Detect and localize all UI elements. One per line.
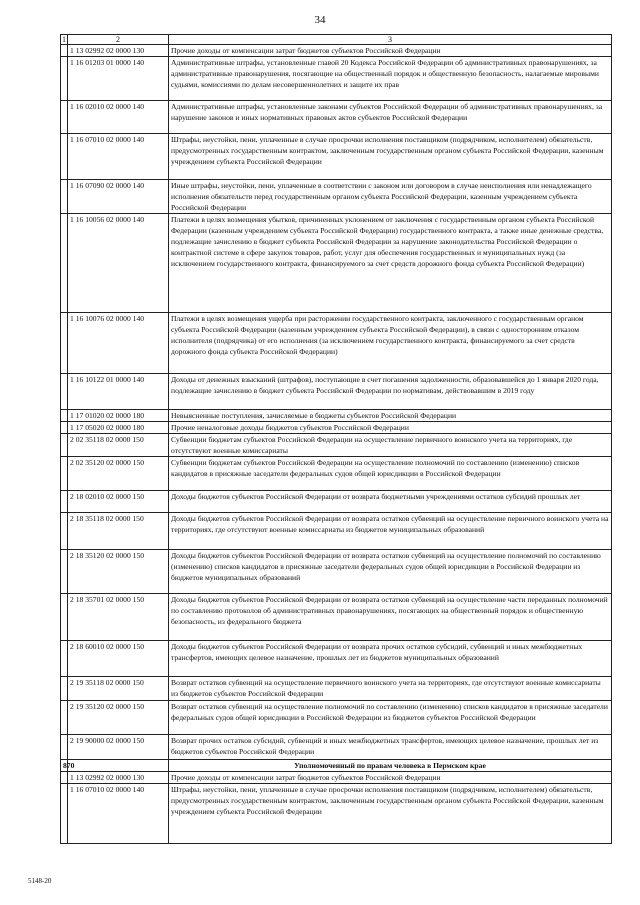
table-row (61, 641, 612, 677)
section-number (61, 491, 68, 513)
section-number (61, 57, 68, 101)
classification-code: 1 16 07090 02 0000 140 (68, 180, 169, 214)
classification-code: 2 18 35701 02 0000 150 (68, 594, 169, 641)
description: Доходы бюджетов субъектов Российской Федерации от возврата бюджетными учреждениями остатков субсидий прошлых лет (169, 491, 612, 513)
table-row (61, 313, 612, 374)
budget-codes-table (60, 34, 612, 844)
classification-code: 1 16 07010 02 0000 140 (68, 134, 169, 180)
section-number (61, 513, 68, 550)
table-row (61, 180, 612, 214)
description: Доходы бюджетов субъектов Российской Федерации от возврата остатков субвенций на осуществление части переданных полномочий по составлению протоколов об административных правонарушениях, посягающих на общественный порядок и общественную безопасность, из федерального бюджета (169, 594, 612, 641)
section-number (61, 101, 68, 134)
description: Доходы бюджетов субъектов Российской Федерации от возврата остатков субвенций на осуществление полномочий по составлению (изменению) списков кандидатов в присяжные заседатели федеральных судов общей юрисдикции в Российской Федерации из бюджетов муниципальных образований (169, 550, 612, 594)
classification-code: 2 19 35120 02 0000 150 (68, 701, 169, 735)
description: Доходы бюджетов субъектов Российской Федерации от возврата остатков субвенций на осуществление первичного воинского учета на территориях, где отсутствуют военные комиссариаты из бюджетов муниципальных образований (169, 513, 612, 550)
description: Административные штрафы, установленные законами субъектов Российской Федерации об административных правонарушениях, за нарушение законов и иных нормативных правовых актов субъектов Российской Федерации (169, 101, 612, 134)
section-number (61, 677, 68, 701)
description: Уполномоченный по правам человека в Пермском крае (169, 760, 612, 772)
table-row (61, 214, 612, 313)
classification-code: 2 18 02010 02 0000 150 (68, 491, 169, 513)
table-row (61, 410, 612, 422)
header-col-2: 2 (68, 35, 169, 45)
description: Субвенции бюджетам субъектов Российской Федерации на осуществление полномочий по составлению (изменению) списков кандидатов в присяжные заседатели федеральных судов общей юрисдикции в Российской Федерации (169, 457, 612, 491)
header-col-3: 3 (169, 35, 612, 45)
section-number (61, 313, 68, 374)
section-number (61, 701, 68, 735)
description: Доходы бюджетов субъектов Российской Федерации от возврата прочих остатков субсидий, субвенций и иных межбюджетных трансфертов, имеющих целевое назначение, прошлых лет из бюджетов муниципальных образований (169, 641, 612, 677)
classification-code: 1 16 10056 02 0000 140 (68, 214, 169, 313)
group-header-row (61, 760, 612, 772)
section-number (61, 214, 68, 313)
classification-code: 2 19 35118 02 0000 150 (68, 677, 169, 701)
section-number (61, 422, 68, 434)
classification-code: 1 17 01020 02 0000 180 (68, 410, 169, 422)
table-row (61, 772, 612, 784)
section-number (61, 550, 68, 594)
classification-code: 1 16 02010 02 0000 140 (68, 101, 169, 134)
table-row (61, 701, 612, 735)
description: Прочие неналоговые доходы бюджетов субъектов Российской Федерации (169, 422, 612, 434)
section-number (61, 180, 68, 214)
classification-code: 1 16 10122 01 0000 140 (68, 374, 169, 410)
description: Доходы от денежных взысканий (штрафов), поступающие в счет погашения задолженности, образовавшейся до 1 января 2020 года, подлежащие зачислению в бюджет субъекта Российской Федерации по нормативам, действовавшим в 2019 году (169, 374, 612, 410)
description: Возврат прочих остатков субсидий, субвенций и иных межбюджетных трансфертов, имеющих целевое назначение, прошлых лет из бюджетов субъектов Российской Федерации (169, 735, 612, 760)
description: Прочие доходы от компенсации затрат бюджетов субъектов Российской Федерации (169, 772, 612, 784)
table-row (61, 550, 612, 594)
classification-code: 2 02 35118 02 0000 150 (68, 434, 169, 457)
table-row (61, 134, 612, 180)
section-number (61, 772, 68, 784)
section-number (61, 784, 68, 844)
classification-code: 2 18 35118 02 0000 150 (68, 513, 169, 550)
classification-code (68, 760, 169, 772)
document-code: 5148-20 (28, 877, 52, 885)
table-row (61, 374, 612, 410)
section-number (61, 374, 68, 410)
section-number (61, 457, 68, 491)
description: Невыясненные поступления, зачисляемые в бюджеты субъектов Российской Федерации (169, 410, 612, 422)
section-number (61, 45, 68, 57)
classification-code: 2 19 90000 02 0000 150 (68, 735, 169, 760)
description: Штрафы, неустойки, пени, уплаченные в случае просрочки исполнения поставщиком (подрядчиком, исполнителем) обязательств, предусмотренных государственным контрактом, заключенным государственным органом субъекта Российской Федерации, казенным учреждением субъекта Российской Федерации (169, 784, 612, 844)
classification-code: 1 13 02992 02 0000 130 (68, 772, 169, 784)
table-row (61, 45, 612, 57)
table-row (61, 594, 612, 641)
description: Возврат остатков субвенций на осуществление первичного воинского учета на территориях, где отсутствуют военные комиссариаты из бюджетов субъектов Российской Федерации (169, 677, 612, 701)
description: Платежи в целях возмещения убытков, причиненных уклонением от заключения с государственным органом субъекта Российской Федерации (казенным учреждением субъекта Российской Федерации) государственного контракта, а также иные денежные средства, подлежащие зачислению в бюджет субъекта Российской Федерации за нарушение законодательства Российской Федерации о контрактной системе в сфере закупок товаров, работ, услуг для обеспечения государственных и муниципальных нужд (за исключением государственного контракта, финансируемого за счет средств дорожного фонда субъекта Российской Федерации) (169, 214, 612, 313)
table-row (61, 677, 612, 701)
description: Возврат остатков субвенций на осуществление полномочий по составлению (изменению) списков кандидатов в присяжные заседатели федеральных судов общей юрисдикции в Российской Федерации из бюджетов субъектов Российской Федерации (169, 701, 612, 735)
table-header-row (61, 35, 612, 45)
classification-code: 1 16 10076 02 0000 140 (68, 313, 169, 374)
classification-code: 2 18 60010 02 0000 150 (68, 641, 169, 677)
description: Административные штрафы, установленные главой 20 Кодекса Российской Федерации об административных правонарушениях, за административные правонарушения, посягающие на общественный порядок и общественную безопасность, налагаемые мировыми судьями, комиссиями по делам несовершеннолетних и защите их прав (169, 57, 612, 101)
table-row (61, 513, 612, 550)
description: Прочие доходы от компенсации затрат бюджетов субъектов Российской Федерации (169, 45, 612, 57)
description: Штрафы, неустойки, пени, уплаченные в случае просрочки исполнения поставщиком (подрядчиком, исполнителем) обязательств, предусмотренных государственным контрактом, заключенным государственным органом субъекта Российской Федерации, казенным учреждением субъекта Российской Федерации (169, 134, 612, 180)
header-col-1: 1 (62, 35, 66, 44)
classification-code: 1 13 02992 02 0000 130 (68, 45, 169, 57)
section-number: 870 (61, 760, 68, 772)
table-row (61, 491, 612, 513)
section-number (61, 434, 68, 457)
section-number (61, 410, 68, 422)
description: Субвенции бюджетам субъектов Российской Федерации на осуществление первичного воинского учета на территориях, где отсутствуют военные комиссариаты (169, 434, 612, 457)
table-row (61, 735, 612, 760)
description: Иные штрафы, неустойки, пени, уплаченные в соответствии с законом или договором в случае неисполнения или ненадлежащего исполнения обязательств перед государственным органом субъекта Российской Федерации, казенным учреждением субъекта Российской Федерации (169, 180, 612, 214)
table-row (61, 434, 612, 457)
table-row (61, 457, 612, 491)
classification-code: 1 17 05020 02 0000 180 (68, 422, 169, 434)
classification-code: 2 02 35120 02 0000 150 (68, 457, 169, 491)
table-row (61, 101, 612, 134)
section-number (61, 735, 68, 760)
section-number (61, 594, 68, 641)
table-row (61, 784, 612, 844)
classification-code: 2 18 35120 02 0000 150 (68, 550, 169, 594)
classification-code: 1 16 07010 02 0000 140 (68, 784, 169, 844)
page-number: 34 (314, 14, 326, 26)
table-row (61, 422, 612, 434)
description: Платежи в целях возмещения ущерба при расторжении государственного контракта, заключенного с государственным органом субъекта Российской Федерации (казенным учреждением субъекта Российской Федерации), в связи с односторонним отказом исполнителя (подрядчика) от его исполнения (за исключением государственного контракта, финансируемого за счет средств дорожного фонда субъекта Российской Федерации) (169, 313, 612, 374)
section-number (61, 134, 68, 180)
section-number (61, 641, 68, 677)
table-row (61, 57, 612, 101)
classification-code: 1 16 01203 01 0000 140 (68, 57, 169, 101)
